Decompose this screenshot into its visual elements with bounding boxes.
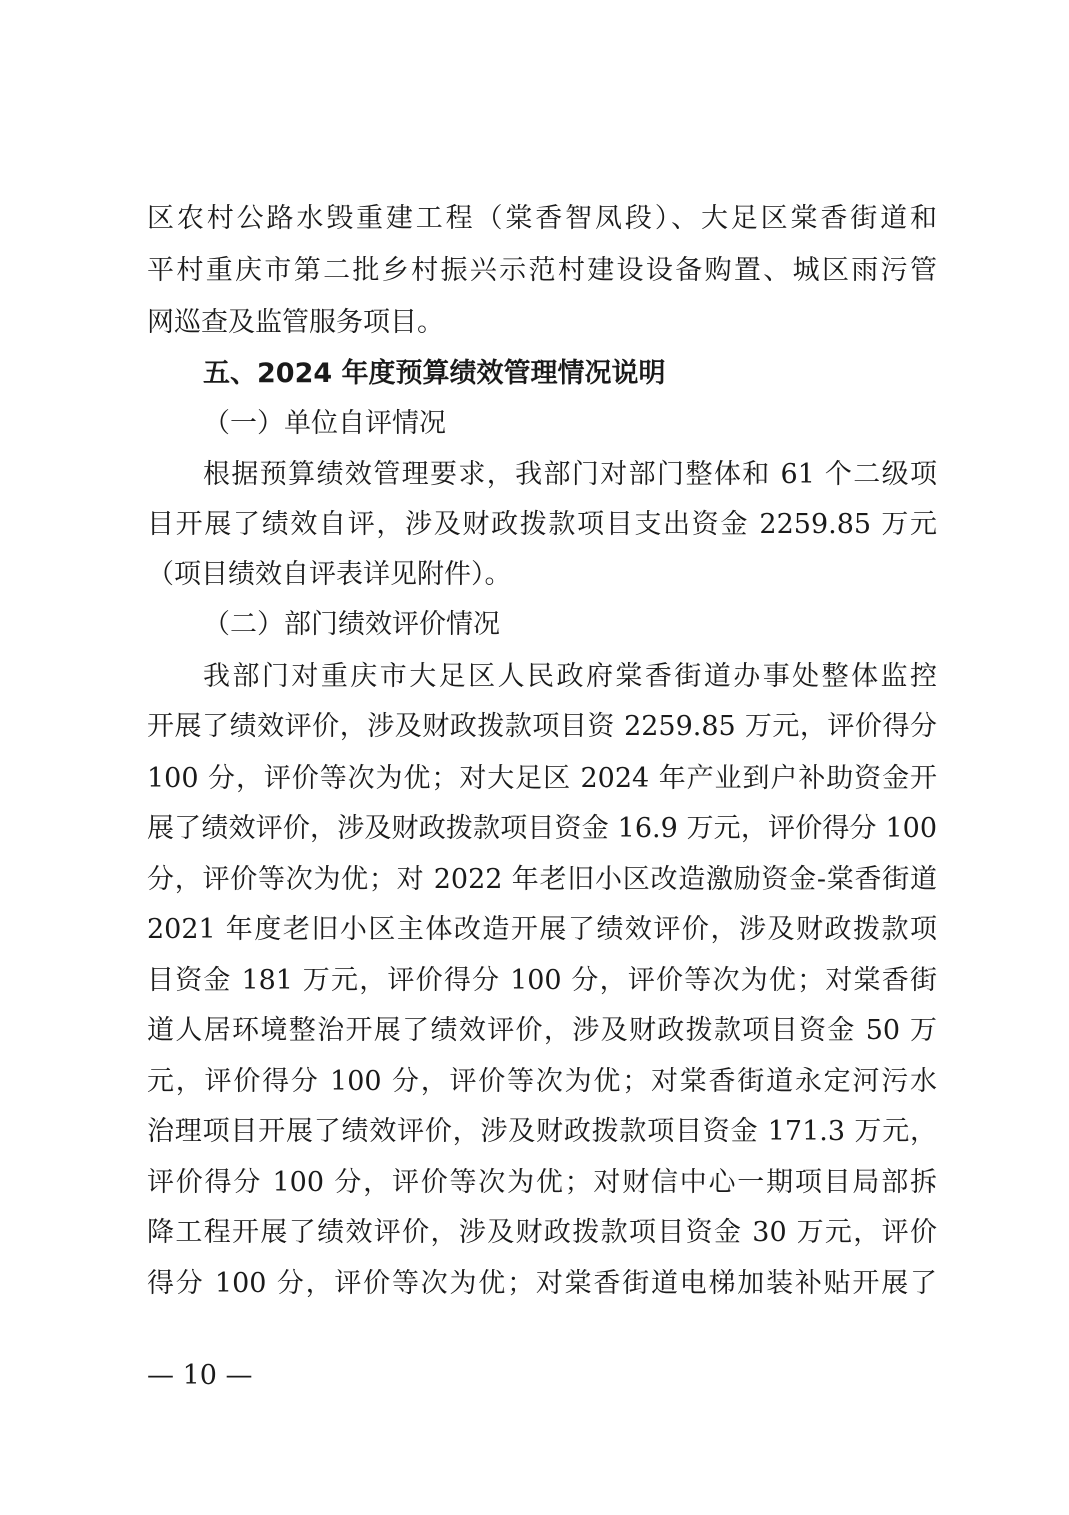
body-text-line: （项目绩效自评表详见附件）。 xyxy=(147,559,512,590)
body-text-line: 区农村公路水毁重建工程（棠香智凤段）、大足区棠香街道和 xyxy=(147,203,937,234)
body-text-line: 网巡查及监管服务项目。 xyxy=(147,307,444,338)
page-number: — 10 — xyxy=(147,1360,253,1391)
body-text-line: 评价得分 100 分，评价等次为优；对财信中心一期项目局部拆 xyxy=(147,1167,937,1198)
body-text-line: 元，评价得分 100 分，评价等次为优；对棠香街道永定河污水 xyxy=(147,1066,937,1097)
subsection-heading: （二）部门绩效评价情况 xyxy=(203,609,500,640)
body-text-line: 2021 年度老旧小区主体改造开展了绩效评价，涉及财政拨款项 xyxy=(147,914,937,945)
body-text-line: 治理项目开展了绩效评价，涉及财政拨款项目资金 171.3 万元， xyxy=(147,1116,937,1147)
subsection-heading: （一）单位自评情况 xyxy=(203,408,446,439)
body-text-line: 开展了绩效评价，涉及财政拨款项目资 2259.85 万元，评价得分 xyxy=(147,711,937,742)
body-text-line: 平村重庆市第二批乡村振兴示范村建设设备购置、城区雨污管 xyxy=(147,255,937,286)
body-text-line: 降工程开展了绩效评价，涉及财政拨款项目资金 30 万元，评价 xyxy=(147,1217,937,1248)
body-text-line: 道人居环境整治开展了绩效评价，涉及财政拨款项目资金 50 万 xyxy=(147,1015,937,1046)
body-text-line: 分，评价等次为优；对 2022 年老旧小区改造激励资金-棠香街道 xyxy=(147,864,937,895)
body-text-line: 目开展了绩效自评，涉及财政拨款项目支出资金 2259.85 万元 xyxy=(147,509,937,540)
section-heading: 五、2024 年度预算绩效管理情况说明 xyxy=(203,358,666,389)
body-text-line: 得分 100 分，评价等次为优；对棠香街道电梯加装补贴开展了 xyxy=(147,1268,937,1299)
body-text-line: 100 分，评价等次为优；对大足区 2024 年产业到户补助资金开 xyxy=(147,763,937,794)
body-text-line: 根据预算绩效管理要求，我部门对部门整体和 61 个二级项 xyxy=(203,459,937,490)
body-text-line: 我部门对重庆市大足区人民政府棠香街道办事处整体监控 xyxy=(203,661,937,692)
body-text-line: 展了绩效评价，涉及财政拨款项目资金 16.9 万元，评价得分 100 xyxy=(147,813,937,844)
body-text-line: 目资金 181 万元，评价得分 100 分，评价等次为优；对棠香街 xyxy=(147,965,937,996)
